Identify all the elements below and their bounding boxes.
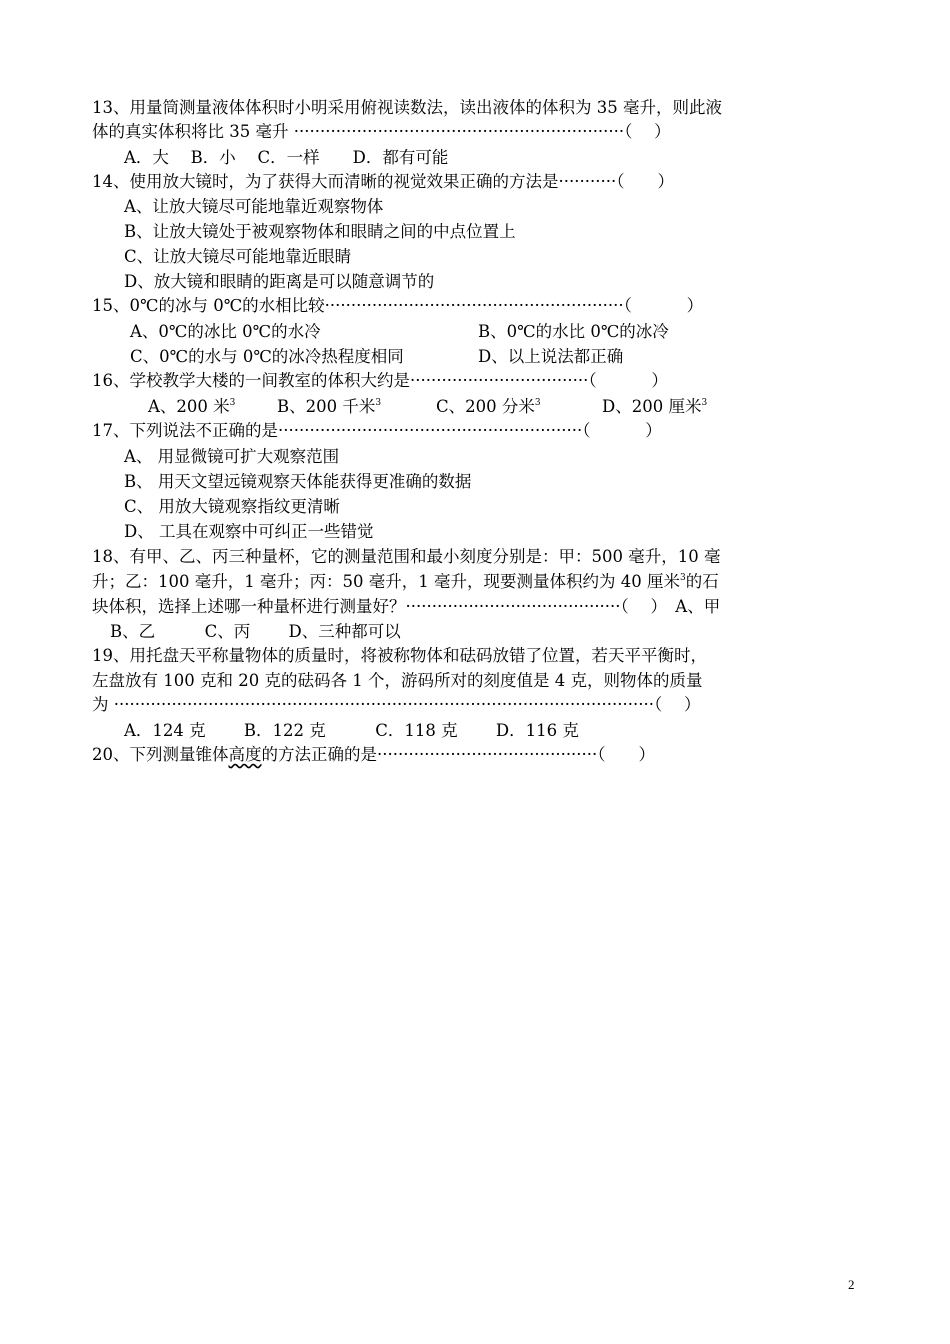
q16-stem: 16、学校教学大楼的一间教室的体积大约是··································（ ） (92, 371, 668, 390)
q13-stem-line2: 体的真实体积将比 35 毫升 ·······························································（ ） (92, 122, 671, 141)
q18-stem-line1: 18、有甲、乙、丙三种量杯，它的测量范围和最小刻度分别是：甲：500 毫升，10 毫 (92, 547, 721, 566)
page-number: 2 (848, 1277, 855, 1292)
q14-stem: 14、使用放大镜时，为了获得大而清晰的视觉效果正确的方法是···········（ ） (92, 172, 674, 191)
q20-stem: 20、下列测量锥体高度的方法正确的是··········································（ ） (92, 745, 656, 764)
q13-options: A．大 B．小 C．一样 D．都有可能 (124, 148, 449, 167)
q15-option-b: B、0℃的水比 0℃的冰冷 (478, 322, 669, 341)
q19-stem-line2: 左盘放有 100 克和 20 克的砝码各 1 个，游码所对的刻度值是 4 克，则物体的质量 (92, 671, 703, 690)
q15-option-d: D、以上说法都正确 (478, 347, 624, 366)
q16-option-b: B、200 千米$^3$ (277, 397, 382, 416)
q14-option-d: D、放大镜和眼睛的距离是可以随意调节的 (124, 272, 435, 291)
q16-option-a: A、200 米$^3$ (148, 397, 236, 416)
q17-stem: 17、下列说法不正确的是··························································（ ） (92, 421, 662, 440)
q17-option-a: A、 用显微镜可扩大观察范围 (124, 447, 340, 466)
q16-option-d: D、200 厘米$^3$ (602, 397, 708, 416)
q14-option-b: B、让放大镜处于被观察物体和眼睛之间的中点位置上 (124, 222, 516, 241)
q14-option-a: A、让放大镜尽可能地靠近观察物体 (124, 197, 384, 216)
q16-option-c: C、200 分米$^3$ (436, 397, 541, 416)
q19-stem-line1: 19、用托盘天平称量物体的质量时，将被称物体和砝码放错了位置，若天平平衡时， (92, 646, 707, 665)
q13-stem-line1: 13、用量筒测量液体体积时小明采用俯视读数法，读出液体的体积为 35 毫升，则此液 (92, 98, 722, 117)
q18-options: B、乙 C、丙 D、三种都可以 (110, 622, 401, 641)
q15-option-c: C、0℃的水与 0℃的冰冷热程度相同 (130, 347, 404, 366)
q17-option-d: D、 工具在观察中可纠正一些错觉 (124, 522, 374, 541)
q15-option-a: A、0℃的冰比 0℃的水冷 (130, 322, 321, 341)
q20-emphasis: 高度 (228, 745, 262, 764)
q17-option-c: C、 用放大镜观察指纹更清晰 (124, 497, 340, 516)
q14-option-c: C、让放大镜尽可能地靠近眼睛 (124, 247, 352, 266)
q18-stem-line3: 块体积，选择上述哪一种量杯进行测量好？·········································（ ） A、甲 (92, 597, 721, 616)
q15-stem: 15、0℃的冰与 0℃的水相比较·························································（ ） (92, 296, 704, 315)
q19-stem-line3: 为 ·······································································································（ ） (92, 695, 701, 714)
q19-options: A．124 克 B．122 克 C．118 克 D．116 克 (124, 721, 579, 740)
q18-stem-line2: 升；乙：100 毫升，1 毫升；丙：50 毫升，1 毫升，现要测量体积约为 40 厘米$^3$的石 (92, 572, 719, 591)
q17-option-b: B、 用天文望远镜观察天体能获得更准确的数据 (124, 472, 472, 491)
